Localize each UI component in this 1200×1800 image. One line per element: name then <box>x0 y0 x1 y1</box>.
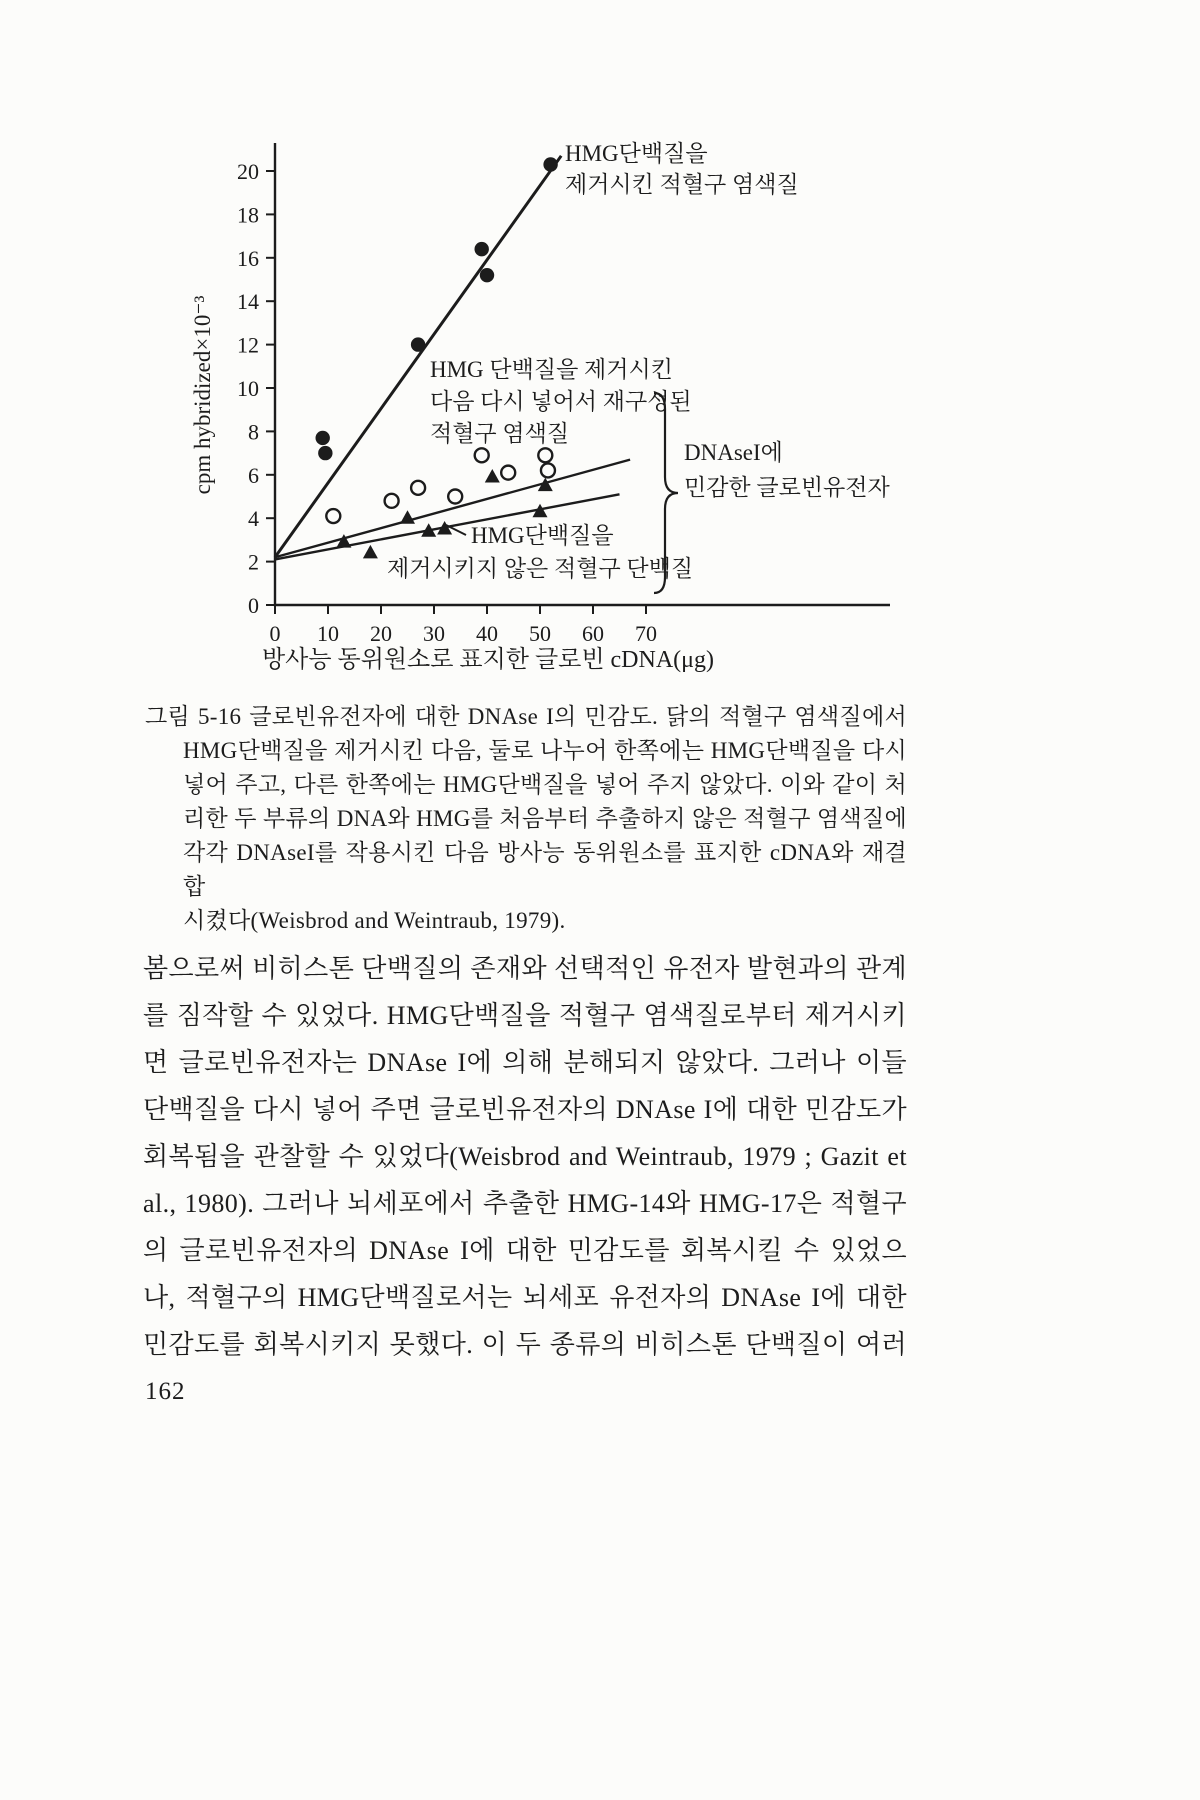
body-line: 회복됨을 관찰할 수 있었다(Weisbrod and Weintraub, 1979 ; Gazit et <box>143 1142 907 1171</box>
body-line: 를 짐작할 수 있었다. HMG단백질을 적혈구 염색질로부터 제거시키 <box>143 1001 907 1030</box>
data-point-filled-triangle <box>485 469 500 483</box>
svg-text:민감한 글로빈유전자: 민감한 글로빈유전자 <box>684 475 890 500</box>
figure-caption <box>145 700 907 938</box>
data-point-filled-triangle <box>400 510 415 524</box>
svg-text:제거시키지 않은 적혈구 단백질: 제거시키지 않은 적혈구 단백질 <box>387 556 694 581</box>
svg-text:10: 10 <box>237 376 259 401</box>
svg-text:40: 40 <box>476 621 498 646</box>
body-line: 의 글로빈유전자의 DNAse I에 대한 민감도를 회복시킬 수 있었으 <box>143 1236 907 1265</box>
data-point-filled-circle <box>475 242 489 256</box>
body-line: 민감도를 회복시키지 못했다. 이 두 종류의 비히스톤 단백질이 여러 <box>143 1330 907 1359</box>
body-paragraph <box>143 945 907 1368</box>
svg-text:HMG단백질을: HMG단백질을 <box>565 141 708 166</box>
data-point-filled-circle <box>411 337 425 351</box>
data-point-filled-triangle <box>363 545 378 559</box>
body-line: 단백질을 다시 넣어 주면 글로빈유전자의 DNAse I에 대한 민감도가 <box>143 1095 907 1124</box>
chart-annotations <box>387 141 890 581</box>
svg-text:30: 30 <box>423 621 445 646</box>
dnase-sensitivity-chart <box>130 95 1070 695</box>
data-point-open-circle <box>541 463 555 477</box>
data-point-filled-circle <box>480 268 494 282</box>
svg-text:2: 2 <box>248 549 259 575</box>
data-point-filled-circle <box>318 446 332 460</box>
svg-text:20: 20 <box>370 621 392 646</box>
svg-text:18: 18 <box>237 202 259 228</box>
caption-line: 리한 두 부류의 DNA와 HMG를 처음부터 추출하지 않은 적혈구 염색질에 <box>183 806 907 831</box>
svg-text:12: 12 <box>237 332 259 358</box>
svg-text:다음 다시 넣어서 재구성된: 다음 다시 넣어서 재구성된 <box>430 389 692 414</box>
body-line: 봄으로써 비히스톤 단백질의 존재와 선택적인 유전자 발현과의 관계 <box>143 954 907 983</box>
caption-line: HMG단백질을 제거시킨 다음, 둘로 나누어 한쪽에는 HMG단백질을 다시 <box>183 738 907 763</box>
data-point-open-circle <box>326 509 340 523</box>
svg-text:10: 10 <box>317 621 339 646</box>
caption-line: 그림 5-16 글로빈유전자에 대한 DNAse I의 민감도. 닭의 적혈구 염색질에서 <box>145 704 907 729</box>
data-point-open-circle <box>448 490 462 504</box>
caption-line: 각각 DNAseI를 작용시킨 다음 방사능 동위원소를 표지한 cDNA와 재결합 <box>183 840 907 899</box>
svg-text:50: 50 <box>529 621 551 646</box>
data-point-open-circle <box>411 481 425 495</box>
data-point-filled-circle <box>316 431 330 445</box>
svg-text:60: 60 <box>582 621 604 646</box>
svg-text:HMG 단백질을 제거시킨: HMG 단백질을 제거시킨 <box>430 357 673 382</box>
data-point-open-circle <box>538 448 552 462</box>
body-line: 나, 적혈구의 HMG단백질로서는 뇌세포 유전자의 DNAse I에 대한 <box>143 1283 907 1312</box>
body-line: 면 글로빈유전자는 DNAse I에 의해 분해되지 않았다. 그러나 이들 <box>143 1048 907 1077</box>
y-axis-label: cpm hybridized×10⁻³ <box>190 295 215 495</box>
data-point-open-circle <box>475 448 489 462</box>
body-line: al., 1980). 그러나 뇌세포에서 추출한 HMG-14와 HMG-17은 적혈구 <box>143 1189 907 1218</box>
svg-text:HMG단백질을: HMG단백질을 <box>471 523 614 548</box>
data-point-open-circle <box>385 494 399 508</box>
page-number: 162 <box>145 1378 186 1405</box>
svg-text:0: 0 <box>269 621 281 646</box>
svg-text:적혈구 염색질: 적혈구 염색질 <box>430 421 570 446</box>
caption-line: 넣어 주고, 다른 한쪽에는 HMG단백질을 넣어 주지 않았다. 이와 같이 처 <box>183 772 907 797</box>
svg-text:제거시킨 적혈구 염색질: 제거시킨 적혈구 염색질 <box>565 172 799 197</box>
data-point-open-circle <box>501 466 515 480</box>
svg-text:0: 0 <box>248 593 259 618</box>
svg-text:20: 20 <box>237 159 259 184</box>
svg-text:6: 6 <box>248 462 259 488</box>
svg-text:14: 14 <box>237 289 259 315</box>
svg-text:DNAseI에: DNAseI에 <box>684 440 783 465</box>
svg-text:70: 70 <box>635 621 657 646</box>
svg-text:4: 4 <box>248 506 259 532</box>
data-point-filled-circle <box>543 157 557 171</box>
svg-text:8: 8 <box>248 419 259 445</box>
caption-line: 시켰다(Weisbrod and Weintraub, 1979). <box>183 908 566 933</box>
x-axis-label: 방사능 동위원소로 표지한 글로빈 cDNA(μg) <box>261 647 715 673</box>
svg-text:16: 16 <box>237 245 259 271</box>
